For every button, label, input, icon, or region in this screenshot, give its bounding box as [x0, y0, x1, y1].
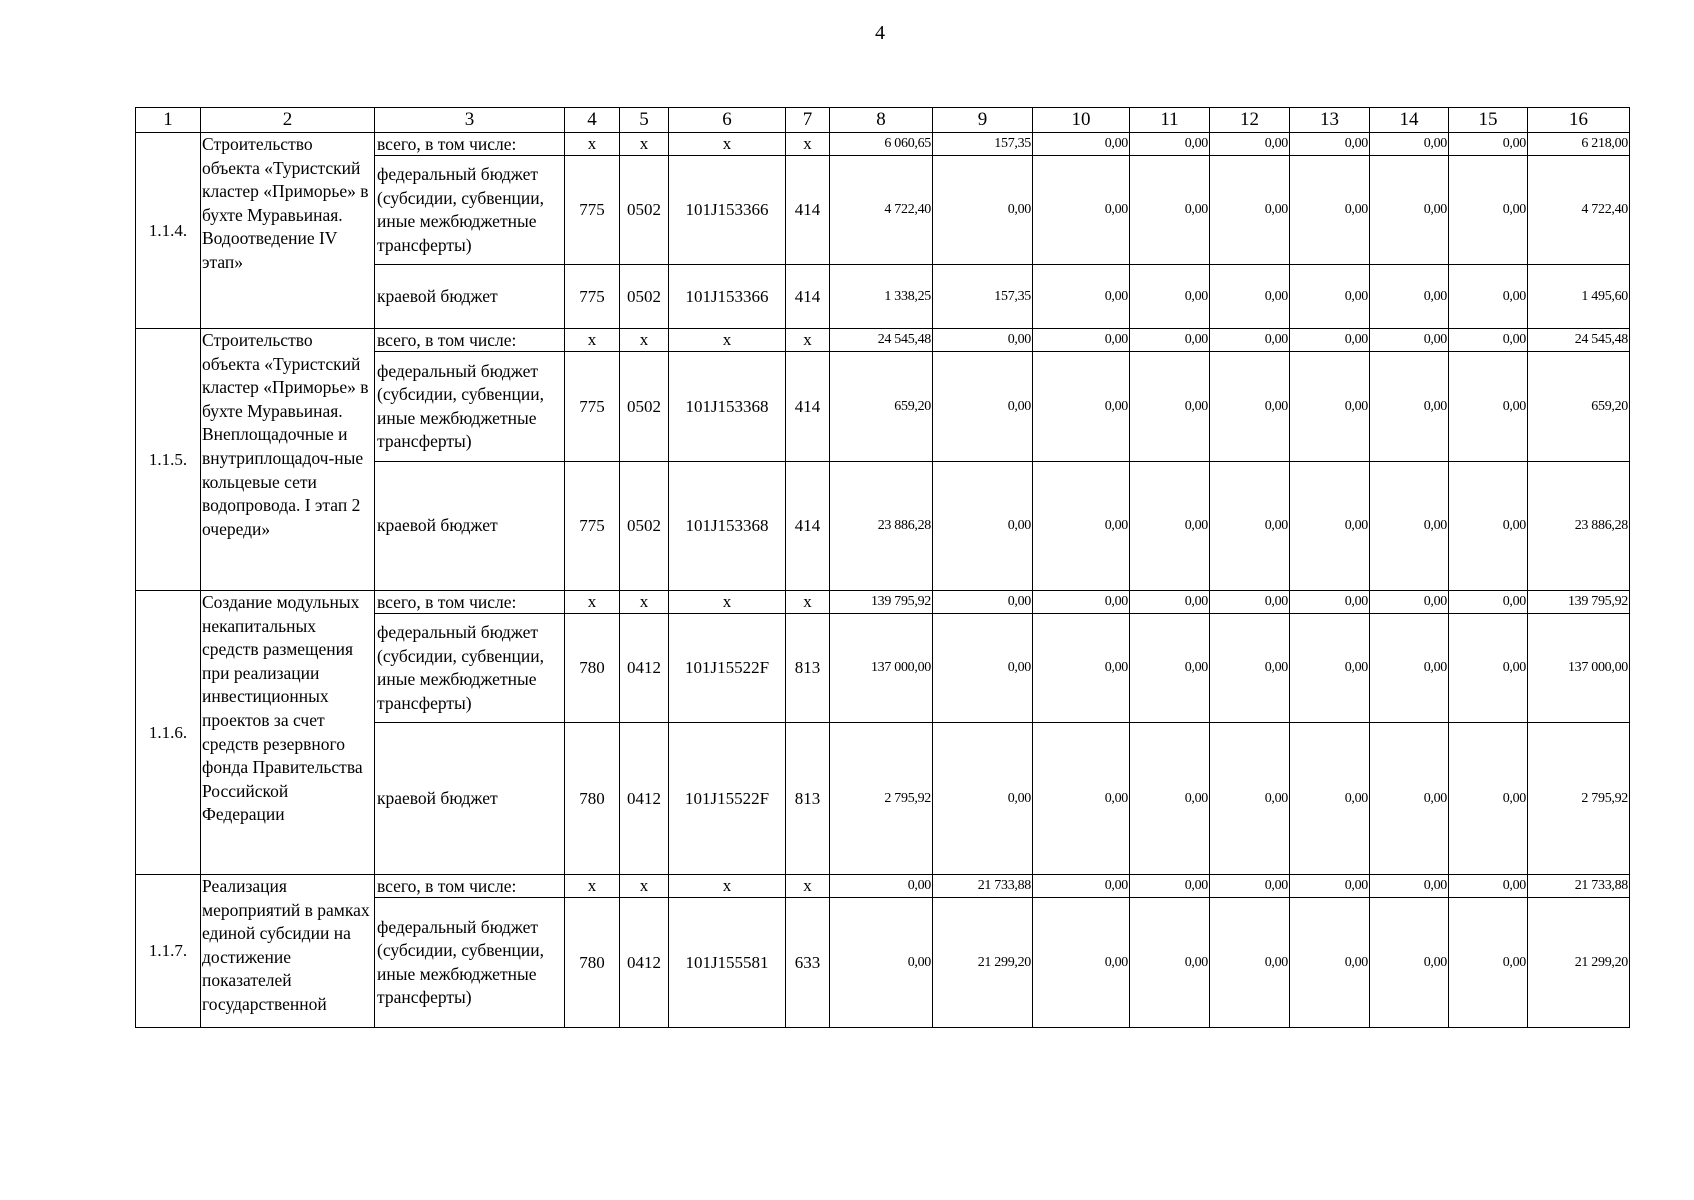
column-header-3: 3 [375, 108, 565, 133]
code-section: х [620, 875, 669, 898]
value-col-14: 0,00 [1370, 265, 1449, 329]
value-col-8: 4 722,40 [830, 156, 933, 265]
value-col-16: 139 795,92 [1528, 591, 1630, 614]
value-col-11: 0,00 [1130, 329, 1210, 352]
value-col-12: 0,00 [1210, 614, 1290, 723]
funding-source: федеральный бюджет (субсидии, субвенции, иные межбюджетные трансферты) [375, 156, 565, 265]
code-target: 101J153368 [669, 462, 786, 591]
value-col-8: 0,00 [830, 875, 933, 898]
value-col-10: 0,00 [1033, 591, 1130, 614]
value-col-14: 0,00 [1370, 462, 1449, 591]
code-target: 101J153366 [669, 156, 786, 265]
code-admin: х [565, 875, 620, 898]
column-header-15: 15 [1449, 108, 1528, 133]
value-col-10: 0,00 [1033, 156, 1130, 265]
value-col-14: 0,00 [1370, 875, 1449, 898]
value-col-13: 0,00 [1290, 329, 1370, 352]
code-section: 0502 [620, 265, 669, 329]
code-target: 101J153366 [669, 265, 786, 329]
value-col-16: 1 495,60 [1528, 265, 1630, 329]
value-col-9: 0,00 [933, 329, 1033, 352]
page-number: 4 [875, 22, 885, 44]
value-col-13: 0,00 [1290, 156, 1370, 265]
code-target: х [669, 133, 786, 156]
code-target: 101J15522F [669, 723, 786, 875]
table-row-total [136, 329, 1630, 352]
value-col-9: 157,35 [933, 133, 1033, 156]
activity-name: Строительство объекта «Туристский кластер «Приморье» в бухте Муравьиная. Водоотведение IV этап» [201, 133, 375, 329]
value-col-8: 24 545,48 [830, 329, 933, 352]
value-col-11: 0,00 [1130, 614, 1210, 723]
code-section: х [620, 329, 669, 352]
code-target: х [669, 875, 786, 898]
value-col-14: 0,00 [1370, 133, 1449, 156]
value-col-10: 0,00 [1033, 133, 1130, 156]
value-col-12: 0,00 [1210, 352, 1290, 462]
value-col-9: 0,00 [933, 352, 1033, 462]
value-col-8: 659,20 [830, 352, 933, 462]
code-target: х [669, 591, 786, 614]
value-col-12: 0,00 [1210, 875, 1290, 898]
value-col-11: 0,00 [1130, 352, 1210, 462]
value-col-10: 0,00 [1033, 723, 1130, 875]
value-col-12: 0,00 [1210, 156, 1290, 265]
value-col-8: 0,00 [830, 898, 933, 1028]
value-col-15: 0,00 [1449, 875, 1528, 898]
value-col-15: 0,00 [1449, 462, 1528, 591]
value-col-16: 137 000,00 [1528, 614, 1630, 723]
header-row [136, 108, 1630, 133]
row-number: 1.1.6. [136, 591, 201, 875]
column-header-5: 5 [620, 108, 669, 133]
code-admin: 775 [565, 462, 620, 591]
column-header-12: 12 [1210, 108, 1290, 133]
code-expense: 813 [786, 723, 830, 875]
value-col-8: 137 000,00 [830, 614, 933, 723]
value-col-10: 0,00 [1033, 462, 1130, 591]
value-col-9: 0,00 [933, 614, 1033, 723]
value-col-15: 0,00 [1449, 156, 1528, 265]
value-col-16: 24 545,48 [1528, 329, 1630, 352]
value-col-13: 0,00 [1290, 614, 1370, 723]
value-col-8: 139 795,92 [830, 591, 933, 614]
code-section: х [620, 133, 669, 156]
code-section: 0502 [620, 156, 669, 265]
value-col-15: 0,00 [1449, 329, 1528, 352]
value-col-9: 0,00 [933, 462, 1033, 591]
value-col-8: 1 338,25 [830, 265, 933, 329]
table-row-total [136, 875, 1630, 898]
value-col-14: 0,00 [1370, 352, 1449, 462]
code-admin: х [565, 329, 620, 352]
value-col-15: 0,00 [1449, 133, 1528, 156]
funding-source: всего, в том числе: [375, 133, 565, 156]
column-header-2: 2 [201, 108, 375, 133]
code-expense: 414 [786, 265, 830, 329]
value-col-13: 0,00 [1290, 462, 1370, 591]
funding-source: всего, в том числе: [375, 591, 565, 614]
value-col-16: 21 733,88 [1528, 875, 1630, 898]
code-section: 0412 [620, 723, 669, 875]
value-col-11: 0,00 [1130, 723, 1210, 875]
code-section: 0412 [620, 898, 669, 1028]
value-col-8: 2 795,92 [830, 723, 933, 875]
funding-source: краевой бюджет [375, 723, 565, 875]
value-col-10: 0,00 [1033, 329, 1130, 352]
code-target: 101J153368 [669, 352, 786, 462]
value-col-9: 0,00 [933, 723, 1033, 875]
value-col-10: 0,00 [1033, 265, 1130, 329]
code-expense: х [786, 591, 830, 614]
value-col-16: 23 886,28 [1528, 462, 1630, 591]
value-col-11: 0,00 [1130, 133, 1210, 156]
activity-name: Создание модульных некапитальных средств размещения при реализации инвестиционных проектов за счет средств резервного фонда Правительства Российской Федерации [201, 591, 375, 875]
value-col-11: 0,00 [1130, 591, 1210, 614]
code-section: 0412 [620, 614, 669, 723]
value-col-8: 6 060,65 [830, 133, 933, 156]
code-admin: 775 [565, 265, 620, 329]
value-col-15: 0,00 [1449, 614, 1528, 723]
value-col-14: 0,00 [1370, 329, 1449, 352]
value-col-15: 0,00 [1449, 591, 1528, 614]
table-row-total [136, 591, 1630, 614]
code-admin: 780 [565, 898, 620, 1028]
column-header-9: 9 [933, 108, 1033, 133]
value-col-12: 0,00 [1210, 591, 1290, 614]
code-expense: 414 [786, 156, 830, 265]
column-header-1: 1 [136, 108, 201, 133]
value-col-14: 0,00 [1370, 898, 1449, 1028]
value-col-13: 0,00 [1290, 133, 1370, 156]
budget-table [135, 107, 1630, 1028]
code-expense: х [786, 329, 830, 352]
value-col-12: 0,00 [1210, 329, 1290, 352]
value-col-16: 21 299,20 [1528, 898, 1630, 1028]
code-expense: 633 [786, 898, 830, 1028]
code-expense: 813 [786, 614, 830, 723]
value-col-11: 0,00 [1130, 462, 1210, 591]
column-header-4: 4 [565, 108, 620, 133]
value-col-15: 0,00 [1449, 898, 1528, 1028]
value-col-16: 6 218,00 [1528, 133, 1630, 156]
value-col-11: 0,00 [1130, 156, 1210, 265]
code-expense: 414 [786, 352, 830, 462]
funding-source: всего, в том числе: [375, 875, 565, 898]
column-header-14: 14 [1370, 108, 1449, 133]
code-expense: х [786, 133, 830, 156]
value-col-10: 0,00 [1033, 875, 1130, 898]
value-col-16: 659,20 [1528, 352, 1630, 462]
column-header-7: 7 [786, 108, 830, 133]
value-col-10: 0,00 [1033, 352, 1130, 462]
value-col-12: 0,00 [1210, 265, 1290, 329]
value-col-14: 0,00 [1370, 591, 1449, 614]
value-col-13: 0,00 [1290, 352, 1370, 462]
code-target: 101J155581 [669, 898, 786, 1028]
funding-source: краевой бюджет [375, 265, 565, 329]
column-header-16: 16 [1528, 108, 1630, 133]
value-col-12: 0,00 [1210, 462, 1290, 591]
code-expense: х [786, 875, 830, 898]
value-col-11: 0,00 [1130, 875, 1210, 898]
value-col-15: 0,00 [1449, 352, 1528, 462]
funding-source: всего, в том числе: [375, 329, 565, 352]
row-number: 1.1.5. [136, 329, 201, 591]
column-header-11: 11 [1130, 108, 1210, 133]
column-header-6: 6 [669, 108, 786, 133]
code-section: 0502 [620, 462, 669, 591]
row-number: 1.1.4. [136, 133, 201, 329]
code-expense: 414 [786, 462, 830, 591]
code-admin: х [565, 133, 620, 156]
value-col-10: 0,00 [1033, 614, 1130, 723]
value-col-10: 0,00 [1033, 898, 1130, 1028]
column-header-8: 8 [830, 108, 933, 133]
funding-source: краевой бюджет [375, 462, 565, 591]
value-col-11: 0,00 [1130, 898, 1210, 1028]
code-admin: 775 [565, 156, 620, 265]
value-col-14: 0,00 [1370, 156, 1449, 265]
value-col-12: 0,00 [1210, 898, 1290, 1028]
column-header-13: 13 [1290, 108, 1370, 133]
activity-name: Строительство объекта «Туристский кластер «Приморье» в бухте Муравьиная. Внеплощадочные и внутриплощадоч-ные кольцевые сети водопровода. I этап 2 очереди» [201, 329, 375, 591]
value-col-8: 23 886,28 [830, 462, 933, 591]
activity-name: Реализация мероприятий в рамках единой субсидии на достижение показателей государственной [201, 875, 375, 1028]
value-col-12: 0,00 [1210, 133, 1290, 156]
value-col-9: 0,00 [933, 591, 1033, 614]
value-col-16: 4 722,40 [1528, 156, 1630, 265]
table-row-total [136, 133, 1630, 156]
value-col-9: 21 299,20 [933, 898, 1033, 1028]
value-col-14: 0,00 [1370, 723, 1449, 875]
value-col-14: 0,00 [1370, 614, 1449, 723]
value-col-15: 0,00 [1449, 265, 1528, 329]
value-col-12: 0,00 [1210, 723, 1290, 875]
value-col-13: 0,00 [1290, 723, 1370, 875]
value-col-9: 157,35 [933, 265, 1033, 329]
value-col-13: 0,00 [1290, 898, 1370, 1028]
code-admin: х [565, 591, 620, 614]
code-section: х [620, 591, 669, 614]
value-col-13: 0,00 [1290, 591, 1370, 614]
value-col-16: 2 795,92 [1528, 723, 1630, 875]
value-col-11: 0,00 [1130, 265, 1210, 329]
value-col-13: 0,00 [1290, 265, 1370, 329]
funding-source: федеральный бюджет (субсидии, субвенции, иные межбюджетные трансферты) [375, 898, 565, 1028]
funding-source: федеральный бюджет (субсидии, субвенции, иные межбюджетные трансферты) [375, 352, 565, 462]
value-col-13: 0,00 [1290, 875, 1370, 898]
code-admin: 780 [565, 723, 620, 875]
row-number: 1.1.7. [136, 875, 201, 1028]
value-col-9: 0,00 [933, 156, 1033, 265]
code-target: 101J15522F [669, 614, 786, 723]
value-col-15: 0,00 [1449, 723, 1528, 875]
value-col-9: 21 733,88 [933, 875, 1033, 898]
code-target: х [669, 329, 786, 352]
column-header-10: 10 [1033, 108, 1130, 133]
funding-source: федеральный бюджет (субсидии, субвенции, иные межбюджетные трансферты) [375, 614, 565, 723]
code-admin: 780 [565, 614, 620, 723]
code-admin: 775 [565, 352, 620, 462]
code-section: 0502 [620, 352, 669, 462]
